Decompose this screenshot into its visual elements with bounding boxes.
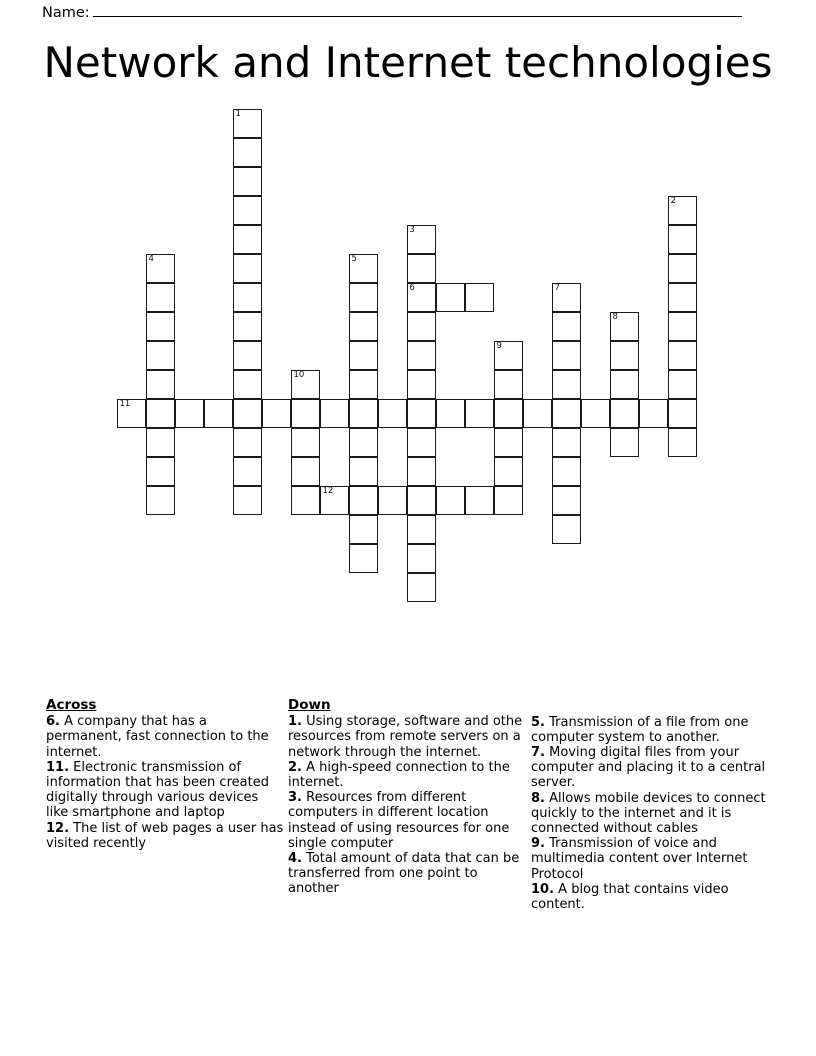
crossword-cell[interactable] (349, 428, 378, 457)
crossword-cell[interactable] (233, 370, 262, 399)
page-title: Network and Internet technologies (43, 38, 773, 87)
crossword-cell[interactable] (349, 283, 378, 312)
down-clue-5 (531, 715, 771, 745)
crossword-cell[interactable] (552, 457, 581, 486)
crossword-cell[interactable] (552, 399, 581, 428)
clue-number: 4. (288, 851, 302, 867)
crossword-cell[interactable] (407, 370, 436, 399)
crossword-cell[interactable] (494, 370, 523, 399)
crossword-cell[interactable] (291, 428, 320, 457)
cell-number: 10 (293, 370, 305, 380)
crossword-cell[interactable] (407, 544, 436, 573)
cell-number: 2 (670, 196, 676, 206)
down-clue-8 (531, 791, 771, 837)
crossword-cell[interactable] (349, 544, 378, 573)
crossword-cell[interactable] (465, 283, 494, 312)
crossword-cell[interactable] (233, 167, 262, 196)
crossword-cell[interactable] (146, 341, 175, 370)
crossword-cell[interactable] (233, 457, 262, 486)
clue-text: Transmission of voice and multimedia content over Internet Protocol (531, 836, 748, 882)
crossword-cell[interactable] (204, 399, 233, 428)
clues-column-across (46, 698, 284, 851)
crossword-cell[interactable] (320, 486, 349, 515)
clue-text: The list of web pages a user has visited recently (46, 820, 284, 851)
crossword-cell[interactable] (233, 428, 262, 457)
clue-text: Allows mobile devices to connect quickly to the internet and it is connected without cables (531, 790, 766, 837)
clue-number: 8. (531, 790, 545, 806)
down-clue-3 (288, 790, 526, 851)
crossword-cell[interactable] (668, 283, 697, 312)
crossword-cell[interactable] (407, 428, 436, 457)
down-heading: Down (288, 697, 331, 713)
crossword-cell[interactable] (146, 486, 175, 515)
down-clue-9 (531, 836, 771, 882)
crossword-cell[interactable] (233, 109, 262, 138)
column-top-spacer (531, 698, 771, 715)
crossword-cell[interactable] (668, 312, 697, 341)
crossword-cell[interactable] (552, 283, 581, 312)
clue-number: 5. (531, 714, 545, 730)
down-clue-10 (531, 882, 771, 912)
clue-number: 3. (288, 790, 302, 806)
crossword-cell[interactable] (552, 515, 581, 544)
crossword-cell[interactable] (668, 254, 697, 283)
name-label: Name: (42, 5, 90, 21)
clues-column-down-continued (531, 698, 771, 912)
crossword-cell[interactable] (233, 312, 262, 341)
down-clue-2 (288, 760, 526, 790)
crossword-cell[interactable] (610, 370, 639, 399)
clue-text: Total amount of data that can be transferred from one point to another (288, 851, 520, 897)
down-clue-7 (531, 745, 771, 791)
down-clue-list-a (288, 714, 526, 896)
clue-number: 7. (531, 745, 545, 760)
clue-number: 12. (46, 820, 70, 836)
crossword-cell[interactable] (349, 486, 378, 515)
clue-text: A company that has a permanent, fast connection to the internet. (46, 714, 269, 760)
cell-number: 6 (409, 283, 415, 293)
crossword-cell[interactable] (552, 341, 581, 370)
crossword-cell[interactable] (407, 399, 436, 428)
clue-number: 9. (531, 836, 545, 852)
crossword-cell[interactable] (668, 370, 697, 399)
crossword-cell[interactable] (233, 283, 262, 312)
across-clue-6 (46, 714, 284, 760)
crossword-cell[interactable] (436, 486, 465, 515)
crossword-cell[interactable] (349, 254, 378, 283)
crossword-cell[interactable] (349, 341, 378, 370)
cell-number: 8 (612, 312, 618, 322)
crossword-cell[interactable] (610, 399, 639, 428)
crossword-cell[interactable] (494, 341, 523, 370)
crossword-cell[interactable] (610, 428, 639, 457)
crossword-cell[interactable] (349, 515, 378, 544)
crossword-cell[interactable] (146, 428, 175, 457)
cell-number: 9 (496, 341, 502, 351)
crossword-cell[interactable] (668, 341, 697, 370)
cell-number: 11 (119, 399, 131, 409)
crossword-cell[interactable] (407, 341, 436, 370)
crossword-cell[interactable] (233, 486, 262, 515)
crossword-cell[interactable] (291, 457, 320, 486)
crossword-cell[interactable] (233, 225, 262, 254)
crossword-cell[interactable] (378, 399, 407, 428)
crossword-cell[interactable] (552, 370, 581, 399)
crossword-cell[interactable] (407, 225, 436, 254)
crossword-cell[interactable] (610, 312, 639, 341)
crossword-cell[interactable] (436, 283, 465, 312)
crossword-cell[interactable] (146, 370, 175, 399)
crossword-cell[interactable] (668, 428, 697, 457)
clue-text: Moving digital files from your computer and placing it to a central server. (531, 745, 766, 791)
crossword-cell[interactable] (581, 399, 610, 428)
crossword-cell[interactable] (668, 399, 697, 428)
clue-text: Electronic transmission of information that has been created digitally through various devices like smartphone and laptop (46, 759, 269, 821)
crossword-cell[interactable] (407, 457, 436, 486)
crossword-cell[interactable] (436, 399, 465, 428)
crossword-cell[interactable] (523, 399, 552, 428)
crossword-cell[interactable] (320, 399, 349, 428)
cell-number: 7 (554, 283, 560, 293)
crossword-cell[interactable] (378, 486, 407, 515)
crossword-cell[interactable] (146, 399, 175, 428)
crossword-cell[interactable] (146, 457, 175, 486)
crossword-cell[interactable] (291, 370, 320, 399)
clue-number: 10. (531, 881, 555, 897)
cell-number: 1 (235, 109, 241, 119)
crossword-cell[interactable] (233, 399, 262, 428)
crossword-cell[interactable] (494, 428, 523, 457)
crossword-cell[interactable] (291, 486, 320, 515)
down-clue-4 (288, 851, 526, 897)
crossword-cell[interactable] (552, 486, 581, 515)
crossword-cell[interactable] (349, 370, 378, 399)
crossword-cell[interactable] (494, 399, 523, 428)
crossword-cell[interactable] (291, 399, 320, 428)
across-clue-11 (46, 760, 284, 821)
clue-number: 11. (46, 759, 70, 775)
crossword-cell[interactable] (407, 515, 436, 544)
clues-section (0, 698, 816, 948)
across-heading: Across (46, 697, 97, 713)
crossword-cell[interactable] (233, 254, 262, 283)
down-clue-1 (288, 714, 526, 760)
clue-text: Using storage, software and othe resources from remote servers on a network through the internet. (288, 714, 523, 760)
crossword-cell[interactable] (233, 196, 262, 225)
crossword-cell[interactable] (262, 399, 291, 428)
crossword-cell[interactable] (233, 138, 262, 167)
clue-text: A blog that contains video content. (531, 881, 729, 913)
cell-number: 5 (351, 254, 357, 264)
crossword-cell[interactable] (146, 283, 175, 312)
crossword-cell[interactable] (407, 312, 436, 341)
clue-number: 6. (46, 714, 60, 730)
crossword-cell[interactable] (407, 283, 436, 312)
crossword-cell[interactable] (407, 254, 436, 283)
crossword-cell[interactable] (465, 399, 494, 428)
across-clue-list (46, 714, 284, 851)
crossword-cell[interactable] (552, 312, 581, 341)
clue-number: 2. (288, 759, 302, 775)
clue-number: 1. (288, 714, 302, 730)
crossword-cell[interactable] (407, 573, 436, 602)
crossword-cell[interactable] (552, 428, 581, 457)
crossword-cell[interactable] (349, 457, 378, 486)
clue-text: Transmission of a file from one computer system to another. (531, 714, 749, 745)
crossword-cell[interactable] (494, 486, 523, 515)
crossword-cell[interactable] (175, 399, 204, 428)
crossword-cell[interactable] (407, 486, 436, 515)
crossword-cell[interactable] (639, 399, 668, 428)
crossword-cell[interactable] (146, 254, 175, 283)
cell-number: 4 (148, 254, 154, 264)
crossword-cell[interactable] (117, 399, 146, 428)
down-clue-list-b (531, 715, 771, 913)
crossword-cell[interactable] (465, 486, 494, 515)
crossword-cell[interactable] (610, 341, 639, 370)
clue-text: A high-speed connection to the internet. (288, 759, 510, 791)
crossword-cell[interactable] (233, 341, 262, 370)
crossword-cell[interactable] (349, 399, 378, 428)
cell-number: 12 (322, 486, 334, 496)
cell-number: 3 (409, 225, 415, 235)
crossword-cell[interactable] (668, 196, 697, 225)
crossword-cell[interactable] (349, 312, 378, 341)
clue-text: Resources from different computers in different location instead of using resources for one single computer (288, 790, 510, 851)
clues-column-down (288, 698, 526, 897)
across-clue-12 (46, 821, 284, 851)
crossword-cell[interactable] (668, 225, 697, 254)
crossword-cell[interactable] (146, 312, 175, 341)
crossword-cell[interactable] (494, 457, 523, 486)
